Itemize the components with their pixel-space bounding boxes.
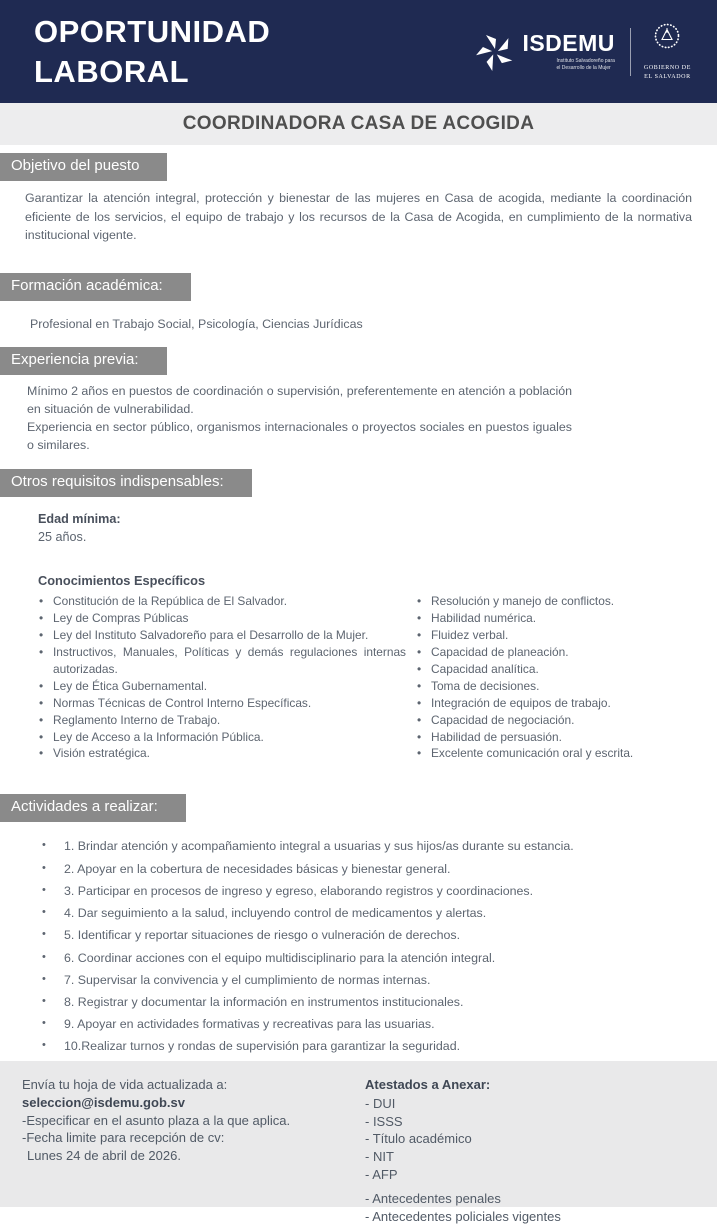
list-item: • Instructivos, Manuales, Políticas y demás regulaciones internas autorizadas. [38,644,406,678]
isdemu-logo-text [522,29,615,72]
flyer-title-line1: OPORTUNIDAD [34,13,271,49]
cv-intro: Envía tu hoja de vida actualizada a: [22,1076,228,1092]
logo-divider [630,28,631,76]
list-item: • Ley de Acceso a la Información Pública. [38,729,406,746]
job-title-band [0,103,717,145]
list-item: • Capacidad analítica. [416,661,703,678]
list-item: • 6. Coordinar acciones con el equipo multidisciplinario para la atención integral. [42,950,717,967]
gobierno-label [644,64,691,81]
cv-deadline: Lunes 24 de abril de 2026. [27,1148,181,1164]
list-item: • Ley del Instituto Salvadoreño para el Desarrollo de la Mujer. [38,627,406,644]
conocimientos-heading: Conocimientos Específicos [38,573,206,589]
list-item: • 7. Supervisar la convivencia y el cumplimiento de normas internas. [42,972,717,989]
atestados-block [365,1076,561,1225]
list-item: • Reglamento Interno de Trabajo. [38,712,406,729]
conocimientos-left-column [38,593,406,762]
gobierno-emblem-icon [649,22,685,61]
list-item: • Toma de decisiones. [416,678,703,695]
list-item: • Constitución de la República de El Salvador. [38,593,406,610]
list-item: • Resolución y manejo de conflictos. [416,593,703,610]
edad-minima-label: Edad mínima: [38,511,121,526]
edad-minima-block [38,510,717,547]
list-item: • Habilidad numérica. [416,610,703,627]
objetivo-body: Garantizar la atención integral, protección y bienestar de las mujeres en Casa de acogida, mediante la coordinación eficiente de los servicios, el equipo de trabajo y los recursos de la Casa de Acogida, en cumplimiento de la normativa institucional vigente. [25,191,692,243]
section-heading-experiencia: Experiencia previa: [0,347,167,375]
list-item: - ISSS [365,1113,403,1129]
list-item: - Antecedentes penales [365,1191,501,1207]
list-item: • 1. Brindar atención y acompañamiento integral a usuarias y sus hijos/as durante su estancia. [42,838,717,855]
list-item: - Antecedentes policiales vigentes [365,1209,561,1225]
flyer-title [34,12,270,91]
logo-group [475,22,691,81]
list-item: • Visión estratégica. [38,745,406,762]
conocimientos-right-list [416,593,703,762]
cv-note-2: -Fecha limite para recepción de cv: [22,1130,225,1146]
formacion-body: Profesional en Trabajo Social, Psicología, Ciencias Jurídicas [30,316,363,331]
list-item: • Fluidez verbal. [416,627,703,644]
cv-instructions [22,1076,352,1207]
section-heading-otros-requisitos: Otros requisitos indispensables: [0,469,252,497]
header-banner [0,0,717,103]
isdemu-wordmark: ISDEMU [522,29,615,56]
section-heading-formacion: Formación académica: [0,273,191,301]
job-title: COORDINADORA CASA DE ACOGIDA [182,113,535,134]
isdemu-tagline-line1: Instituto Salvadoreño para [556,57,615,64]
isdemu-tagline [557,58,615,72]
experiencia-paragraph-1: Mínimo 2 años en puestos de coordinación o supervisión, preferentemente en atención a población en situación de vulnerabilidad. [27,383,572,416]
atestados-list [365,1095,561,1226]
list-item: • 4. Dar seguimiento a la salud, incluyendo control de medicamentos y alertas. [42,905,717,922]
list-item: • 5. Identificar y reportar situaciones de riesgo o vulneración de derechos. [42,927,717,944]
conocimientos-right-column [416,593,703,762]
list-item: • Integración de equipos de trabajo. [416,695,703,712]
section-heading-objetivo: Objetivo del puesto [0,153,167,181]
flyer-title-line2: LABORAL [34,53,190,89]
gobierno-label-line2: EL SALVADOR [644,73,691,80]
list-item: • 3. Participar en procesos de ingreso y egreso, elaborando registros y coordinaciones. [42,883,717,900]
list-item: • Normas Técnicas de Control Interno Específicas. [38,695,406,712]
isdemu-logo [475,29,615,72]
list-item: • 2. Apoyar en la cobertura de necesidades básicas y bienestar general. [42,861,717,878]
experiencia-body [27,383,572,455]
section-heading-actividades: Actividades a realizar: [0,794,186,822]
application-email: seleccion@isdemu.gob.sv [22,1094,185,1110]
list-item: - Título académico [365,1131,472,1147]
list-item: • Capacidad de negociación. [416,712,703,729]
gobierno-logo [644,22,691,81]
actividades-list [42,838,717,1055]
isdemu-tagline-line2: el Desarrollo de la Mujer [556,64,611,71]
gobierno-label-line1: GOBIERNO DE [643,64,691,71]
list-item: • 8. Registrar y documentar la información en instrumentos institucionales. [42,994,717,1011]
footer-application-info [0,1061,717,1225]
flyer-body [0,145,717,1061]
cv-note-1: -Especificar en el asunto plaza a la que aplica. [22,1112,291,1128]
list-item: • Ley de Ética Gubernamental. [38,678,406,695]
list-item: • Excelente comunicación oral y escrita. [416,745,703,762]
edad-minima-value: 25 años. [38,530,87,545]
conocimientos-columns [38,593,703,762]
list-item: - DUI [365,1095,396,1111]
conocimientos-left-list [38,593,406,762]
list-item: • Habilidad de persuasión. [416,729,703,746]
list-item: - AFP [365,1167,398,1183]
list-item: • Capacidad de planeación. [416,644,703,661]
list-item: • 9. Apoyar en actividades formativas y recreativas para las usuarias. [42,1016,717,1033]
list-item: • Ley de Compras Públicas [38,610,406,627]
list-item: - NIT [365,1149,394,1165]
list-item: • 10.Realizar turnos y rondas de supervisión para garantizar la seguridad. [42,1038,717,1055]
atestados-heading: Atestados a Anexar: [365,1076,491,1092]
isdemu-pinwheel-icon [475,32,515,72]
experiencia-paragraph-2: Experiencia en sector público, organismos internacionales o proyectos sociales en puestos iguales o similares. [27,419,572,452]
